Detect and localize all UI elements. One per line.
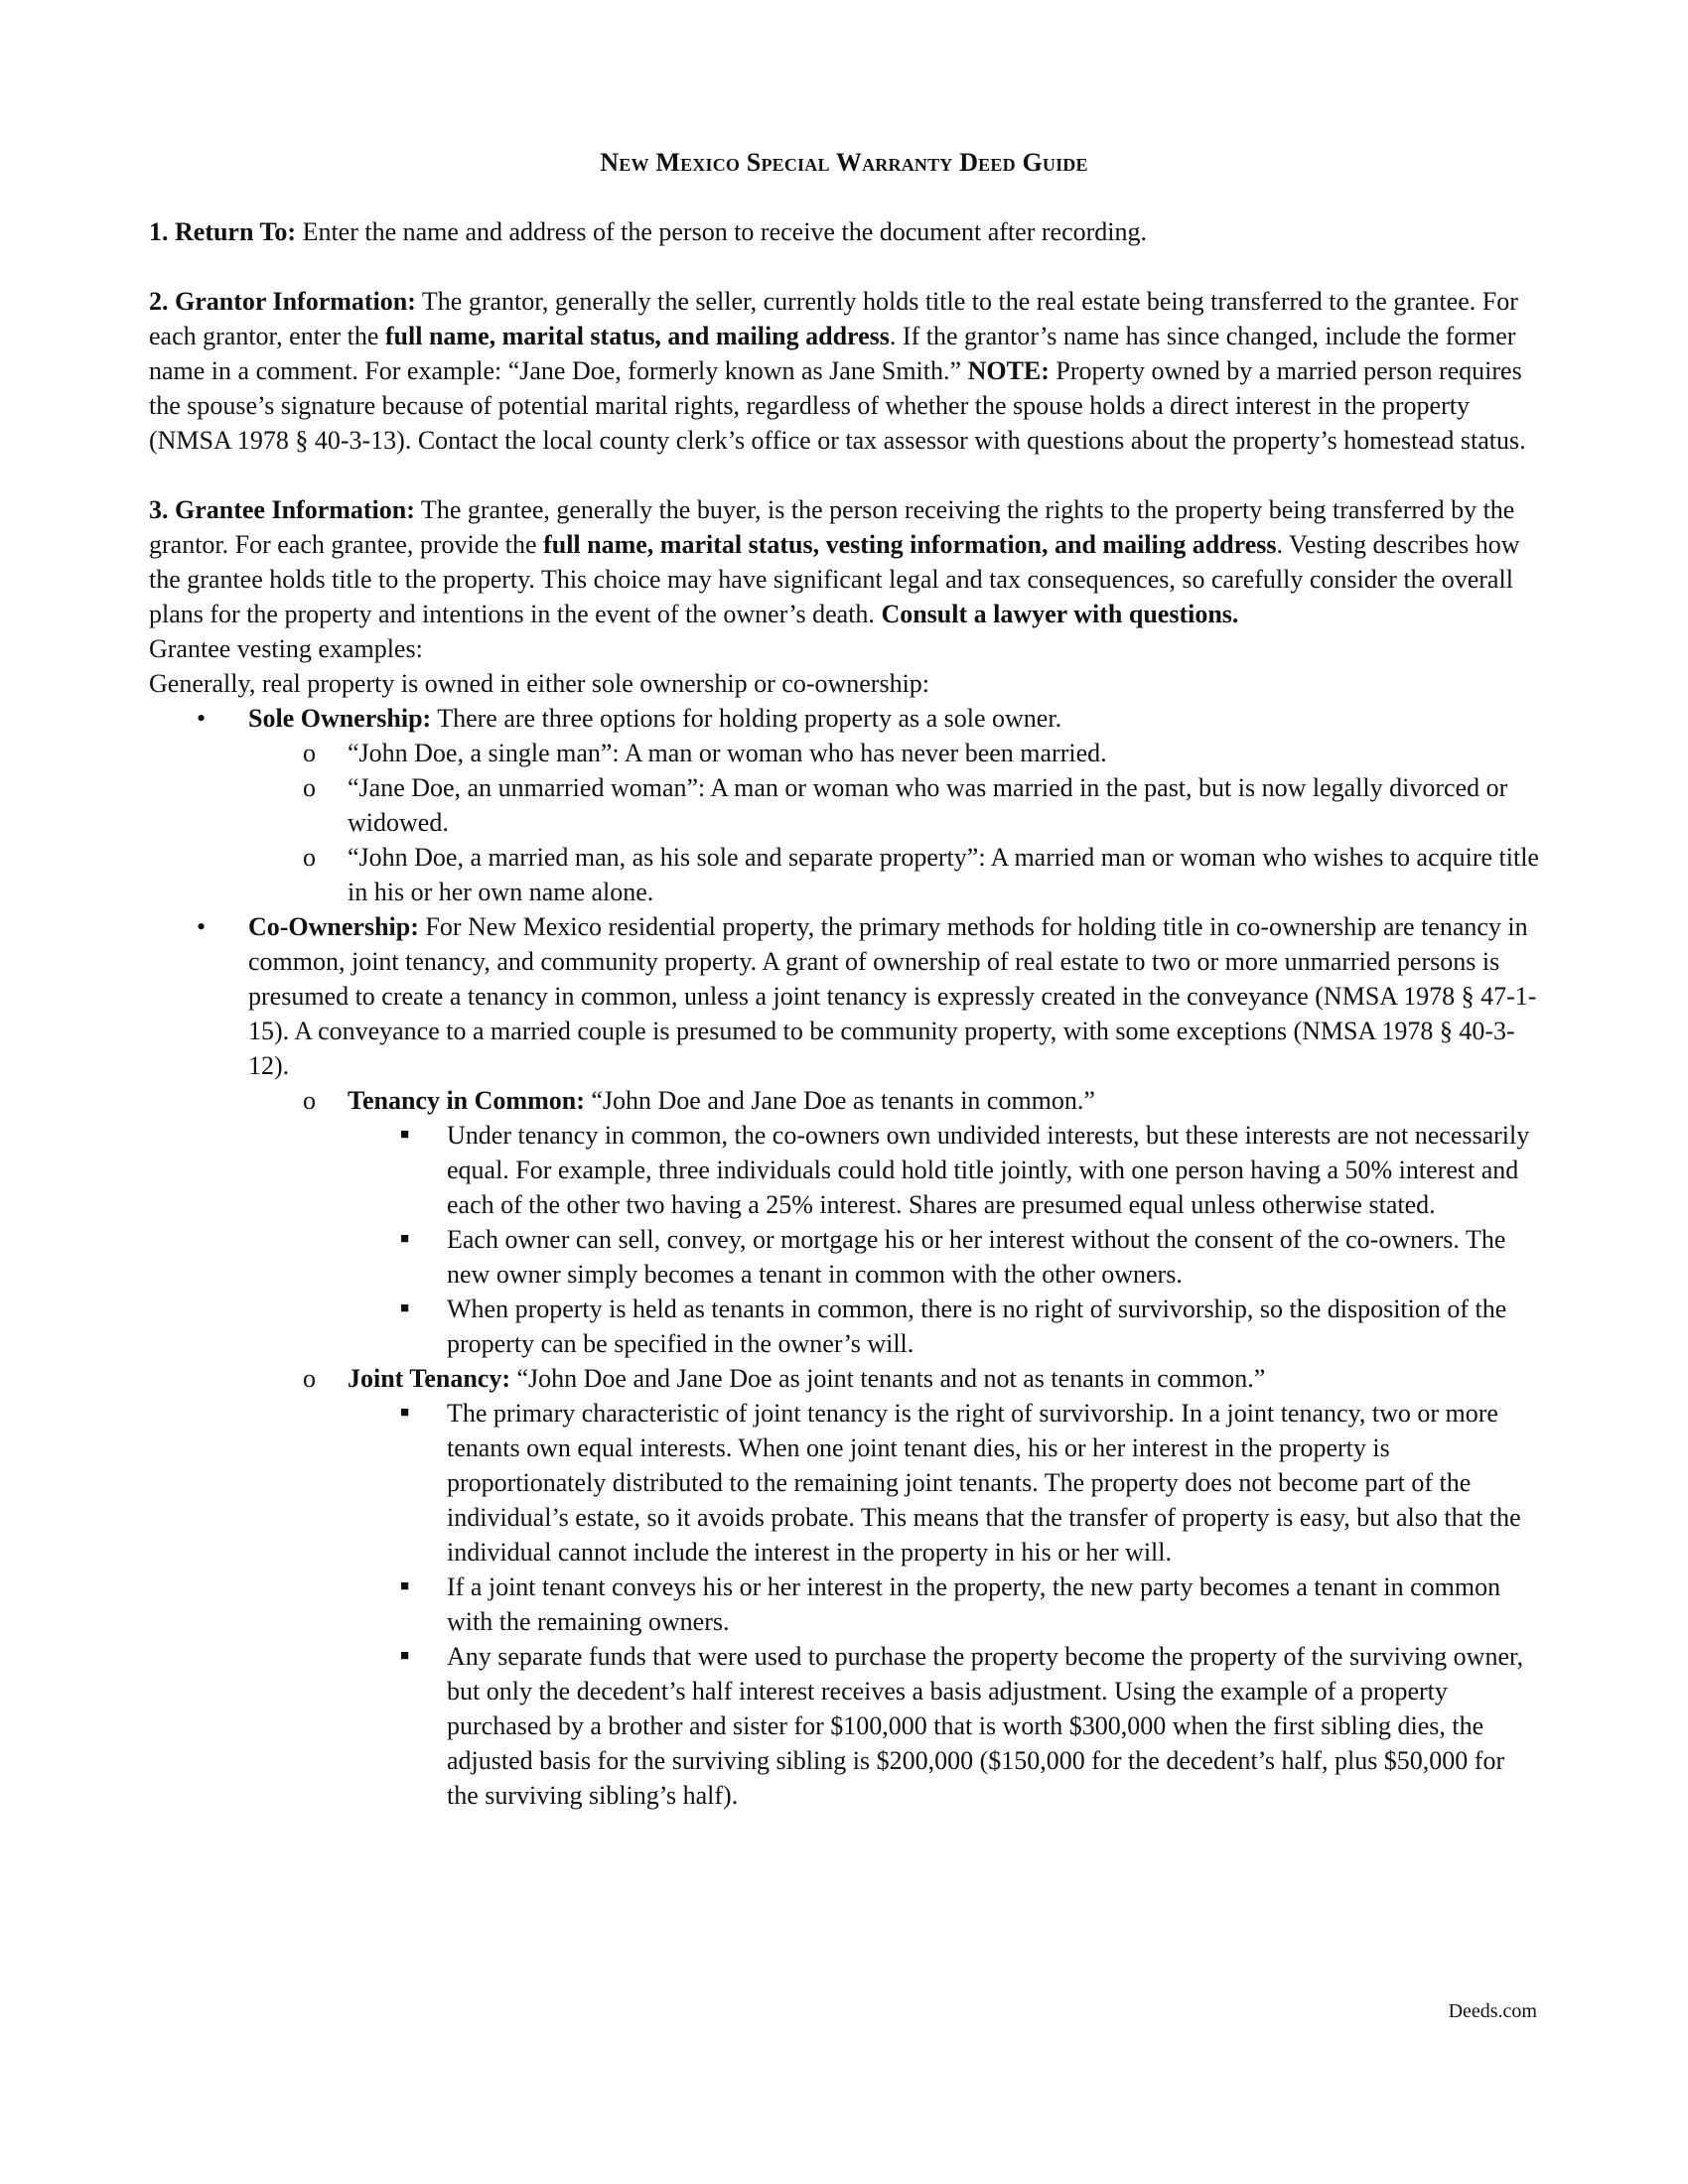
item-text: “John Doe, a married man, as his sole and separate property”: A married man or woman who wishes to acquire title in his or her own name alone. — [348, 843, 1539, 906]
list-item-tenancy-in-common — [248, 1083, 1539, 1361]
list-item — [348, 1570, 1539, 1639]
square-marker: ■ — [400, 1405, 410, 1421]
section-grantor-information — [149, 284, 1539, 458]
circle-marker: o — [303, 1086, 316, 1115]
list-item — [348, 1396, 1539, 1570]
emphasis-text: Consult a lawyer with questions. — [881, 600, 1239, 628]
section-label: 2. Grantor Information: — [149, 287, 416, 316]
circle-marker: o — [303, 1364, 316, 1393]
section-text: Property owned by a married person requires the spouse’s signature because of potential marital rights, regardless of whether the spouse holds a direct interest in the property (NMSA 1978 § 40-3-13). Contact the local county clerk’s office or tax assessor with questions about the property’s homestead status. — [149, 356, 1526, 455]
section-text: The grantor, generally the seller, currently holds title to the real estate being transferred to the grantee. For each grantor, enter the — [149, 287, 1518, 350]
list-item-co-ownership — [149, 909, 1539, 1813]
item-text: “John Doe, a single man”: A man or woman who has never been married. — [348, 739, 1107, 767]
list-item — [348, 1292, 1539, 1361]
item-text: The primary characteristic of joint tenancy is the right of survivorship. In a joint tenancy, two or more tenants own equal interests. When one joint tenant dies, his or her interest in the property is proportionately distributed to the remaining joint tenants. The property does not become part of the individual’s estate, so it avoids probate. This means that the transfer of property is easy, but also that the individual cannot include the interest in the property in his or her will. — [447, 1399, 1521, 1567]
circle-marker: o — [303, 739, 316, 767]
sole-ownership-options — [248, 736, 1539, 909]
item-text: “John Doe and Jane Doe as joint tenants and not as tenants in common.” — [510, 1364, 1266, 1393]
bullet-marker: • — [197, 704, 207, 733]
item-label: Tenancy in Common: — [348, 1086, 585, 1115]
tenancy-in-common-details — [348, 1118, 1539, 1361]
item-label: Co-Ownership: — [248, 912, 419, 941]
circle-marker: o — [303, 773, 316, 802]
bullet-marker: • — [197, 912, 207, 941]
list-item — [348, 1118, 1539, 1222]
square-marker: ■ — [400, 1300, 410, 1316]
list-item — [348, 1222, 1539, 1292]
square-marker: ■ — [400, 1127, 410, 1143]
footer-brand: Deeds.com — [1448, 2000, 1537, 2022]
emphasis-text: full name, marital status, vesting information, and mailing address — [543, 530, 1277, 559]
item-text: “Jane Doe, an unmarried woman”: A man or woman who was married in the past, but is now legally divorced or widowed. — [348, 773, 1508, 837]
item-text: Any separate funds that were used to purchase the property become the property of the surviving owner, but only the decedent’s half interest receives a basis adjustment. Using the example of a property purchased by a brother and sister for $100,000 that is worth $300,000 when the first sibling dies, the adjusted basis for the surviving sibling is $200,000 ($150,000 for the decedent’s half, plus $50,000 for the surviving sibling’s half). — [447, 1642, 1524, 1810]
section-return-to — [149, 214, 1539, 249]
list-item-sole-ownership — [149, 701, 1539, 909]
section-label: 1. Return To: — [149, 217, 297, 246]
vesting-examples-line: Grantee vesting examples: — [149, 634, 423, 663]
list-item — [248, 770, 1539, 840]
item-text: “John Doe and Jane Doe as tenants in common.” — [584, 1086, 1095, 1115]
list-item-joint-tenancy — [248, 1361, 1539, 1813]
list-item — [248, 840, 1539, 909]
section-grantee-information — [149, 492, 1539, 631]
circle-marker: o — [303, 843, 316, 872]
section-text: . If the grantor’s name has since changed, include the former name in a comment. For example: “Jane Doe, formerly known as Jane Smith.” — [149, 322, 1516, 385]
square-marker: ■ — [400, 1578, 410, 1594]
list-item — [348, 1639, 1539, 1813]
item-label: Sole Ownership: — [248, 704, 432, 733]
list-item — [248, 736, 1539, 770]
item-text: If a joint tenant conveys his or her interest in the property, the new party becomes a tenant in common with the remaining owners. — [447, 1572, 1501, 1636]
item-text: There are three options for holding property as a sole owner. — [431, 704, 1062, 733]
section-text: The grantee, generally the buyer, is the person receiving the rights to the property being transferred by the grantor. For each grantee, provide the — [149, 495, 1515, 559]
ownership-intro-line: Generally, real property is owned in either sole ownership or co-ownership: — [149, 669, 930, 698]
page-title: New Mexico Special Warranty Deed Guide — [600, 148, 1088, 177]
item-text: Each owner can sell, convey, or mortgage his or her interest without the consent of the co-owners. The new owner simply becomes a tenant in common with the other owners. — [447, 1225, 1506, 1289]
emphasis-text: full name, marital status, and mailing address — [384, 322, 890, 350]
item-label: Joint Tenancy: — [348, 1364, 510, 1393]
section-text: . Vesting describes how the grantee holds title to the property. This choice may have significant legal and tax consequences, so carefully consider the overall plans for the property and intentions in the event of the owner’s death. — [149, 530, 1520, 628]
item-text: When property is held as tenants in common, there is no right of survivorship, so the disposition of the property can be specified in the owner’s will. — [447, 1295, 1507, 1358]
section-label: 3. Grantee Information: — [149, 495, 415, 524]
note-label: NOTE: — [967, 356, 1050, 385]
item-text: Under tenancy in common, the co-owners own undivided interests, but these interests are not necessarily equal. For example, three individuals could hold title jointly, with one person having a 50% interest and each of the other two having a 25% interest. Shares are presumed equal unless otherwise stated. — [447, 1121, 1530, 1219]
section-text: Enter the name and address of the person to receive the document after recording. — [296, 217, 1147, 246]
square-marker: ■ — [400, 1231, 410, 1247]
square-marker: ■ — [400, 1648, 410, 1664]
ownership-list — [149, 701, 1539, 1813]
item-text: For New Mexico residential property, the primary methods for holding title in co-ownership are tenancy in common, joint tenancy, and community property. A grant of ownership of real estate to two or more unmarried persons is presumed to create a tenancy in common, unless a joint tenancy is expressly created in the conveyance (NMSA 1978 § 47-1-15). A conveyance to a married couple is presumed to be community property, with some exceptions (NMSA 1978 § 40-3-12). — [248, 912, 1537, 1080]
joint-tenancy-details — [348, 1396, 1539, 1813]
co-ownership-options — [248, 1083, 1539, 1813]
